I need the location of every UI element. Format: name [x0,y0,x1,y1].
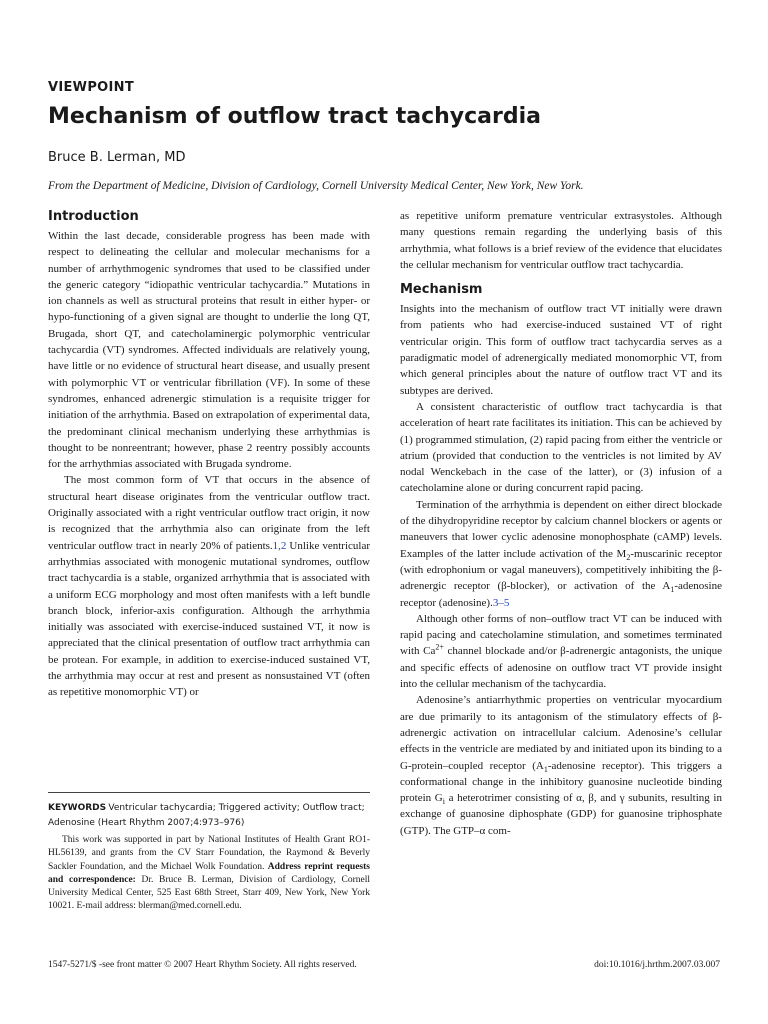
introduction-paragraph-2 [48,472,370,700]
introduction-heading: Introduction [48,209,139,224]
mech-p5-text-c: a heterotrimer consisting of α, β, and γ subunits, resulting in exchange of guanosine diphosphate (GDP) for guanosine triphosphate (GTP). The GTP–α com- [400,792,722,837]
funding-paragraph [48,834,370,914]
intro-p2-text-a: The most common form of VT that occurs in the absence of structural heart disease originates from the ventricular outflow tract. Originally associated with a right ventricular outflow tract origin, it now is recognized that the arrhythmia also can originate from the left ventricular outflow tract in nearly 20% of patients. [48,474,370,552]
intro-p2-text-b: Unlike ventricular arrhythmias associated with monogenic mutational syndromes, outflow tract tachycardia is a stable, organized arrhythmia that is associated with a uniform ECG morphology and most often manifests with a left bundle branch block, inferior-axis configuration. Although the arrhythmia initially was associated with exercise-induced sustained VT, it now is appreciated that the clinical presentation of outflow tract arrhythmia can be protean. For example, in addition to exercise-induced sustained VT, the arrhythmia may occur at rest and present as nonsustained VT (often as repetitive monomorphic VT) or [48,539,370,699]
mech-p3-text-c: -adenosine receptor (adenosine). [400,580,722,609]
keywords-label: KEYWORDS [48,803,107,813]
mechanism-heading: Mechanism [400,282,483,298]
mech-p3-subscript-2: 1 [670,585,675,595]
mechanism-paragraph-2: A consistent characteristic of outflow tract tachycardia is that acceleration of heart rate facilitates its initiation. This can be achieved by (1) programmed stimulation, (2) rapid pacing from either the ventricle or atrium (provided that conduction to the ventricles is not limited by AV nodal Wenckebach in the case of the latter), or (3) infusion of a catecholamine alone or during concurrent rapid pacing. [400,400,722,495]
left-column [48,208,370,701]
mechanism-paragraph-1: Insights into the mechanism of outflow tract VT initially were drawn from patients who had exercise-induced sustained VT of right ventricular origin. This form of outflow tract tachycardia serves as a paradigmatic model of adrenergically mediated monomorphic VT, from which general principles about the nature of outflow tract VT and its subtypes are derived. [400,303,722,397]
mech-p3-subscript-1: 2 [626,552,631,562]
keywords [48,800,370,830]
mech-p4-text-a: Although other forms of non–outflow tract VT can be induced with rapid pacing and catecholamine stimulation, and sometimes terminated with Ca [400,612,722,658]
reference-link-1-2[interactable]: 1,2 [272,539,287,552]
mech-p4-text-b: channel blockade and/or β-adrenergic antagonists, the unique and specific effects of adenosine on outflow tract VT provide insight into the cellular mechanism of the tachycardia. [400,645,722,691]
mech-p3-text-a: Termination of the arrhythmia is dependent on either direct blockade of the dihydropyridine receptor by calcium channel blockers or agents or maneuvers that lower cyclic adenosine monophosphate (cAMP) levels. Examples of the latter include activation of the M [400,498,722,560]
article-title: Mechanism of outflow tract tachycardia [48,104,541,129]
mechanism-paragraph-3 [400,497,722,611]
keywords-text: Ventricular tachycardia; Triggered activity; Outflow tract; Adenosine (Heart Rhythm 2007;4:973–976) [48,803,365,828]
section-label: VIEWPOINT [48,80,134,95]
mech-p5-text-b: -adenosine receptor). This triggers a conformational change in the inhibitory guanosine nucleotide binding protein G [400,759,722,805]
footer-doi: doi:10.1016/j.hrthm.2007.03.007 [594,960,720,970]
mech-p5-subscript-1: 1 [543,764,548,774]
right-column [400,208,722,839]
address-label: Address reprint requests and correspondence: [48,861,370,885]
affiliation: From the Department of Medicine, Division of Cardiology, Cornell University Medical Center, New York, New York. [48,180,584,192]
mechanism-paragraph-4 [400,611,722,692]
authors: Bruce B. Lerman, MD [48,150,186,165]
funding-text: This work was supported in part by National Institutes of Health Grant RO1-HL56139, and grants from the CV Starr Foundation, the Raymond & Beverly Sackler Foundation, and the Michael Wolk Foundation. [48,835,370,872]
address-text: Dr. Bruce B. Lerman, Division of Cardiology, Cornell University Medical Center, 525 East 68th Street, Starr 409, New York, New York 10021. E-mail address: blerman@med.cornell.edu. [48,874,371,912]
mech-p5-text-a: Adenosine’s antiarrhythmic properties on ventricular myocardium are due primarily to its antagonism of the stimulatory effects of β-adrenergic activation on intracellular calcium. Adenosine’s cellular effects in the ventricle are mediated by and initiated upon its binding to a G-protein–coupled receptor (A [400,694,722,772]
mech-p3-text-b: -muscarinic receptor (with edrophonium or vagal maneuvers), competitively inhibiting the β-adrenergic receptor (β-blocker), or activation of the A [400,547,722,593]
mech-p4-superscript: 2+ [435,642,444,652]
introduction-continuation: as repetitive uniform premature ventricular extrasystoles. Although many questions remain regarding the underlying basis of this arrhythmia, what follows is a brief review of the evidence that elucidates the cellular mechanism for ventricular outflow tract tachycardia. [400,210,722,271]
mechanism-paragraph-5 [400,692,722,839]
mech-p5-subscript-2: i [442,797,445,807]
divider [48,792,370,793]
introduction-paragraph-1: Within the last decade, considerable progress has been made with respect to delineating the cellular and molecular mechanisms for a number of arrhythmogenic syndromes that used to be classified under the generic category “idiopathic ventricular tachycardia.” Mutations in ion channels as well as structural proteins that result in either hyper- or hypo-functioning of a given signal are thought to underlie the long QT, Brugada, short QT, and catecholaminergic polymorphic ventricular tachycardia (VT) syndromes. Affected individuals are relatively young, have little or no evidence of structural heart disease, and usually present with polymorphic VT or ventricular fibrillation (VF). In some of these syndromes, enhanced adrenergic stimulation is a requisite trigger for initiation of the arrhythmia. Based on extrapolation of experimental data, the predominant clinical mechanism underlying these arrhythmias is thought to be nonreentrant; however, phase 2 reentry possibly accounts for the arrhythmias associated with Brugada syndrome. [48,230,370,471]
funding-note [48,834,370,914]
reference-link-3-5[interactable]: 3–5 [492,596,510,609]
footer-copyright: 1547-5271/$ -see front matter © 2007 Heart Rhythm Society. All rights reserved. [48,960,357,970]
